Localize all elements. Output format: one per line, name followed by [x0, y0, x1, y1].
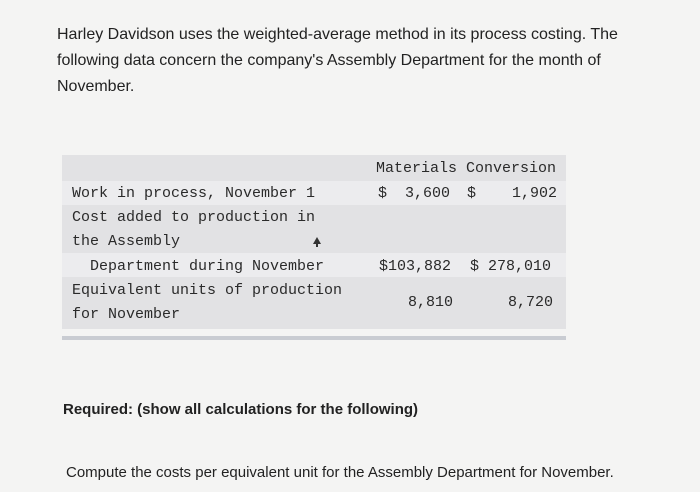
header-materials: Materials [376, 160, 458, 177]
problem-intro: Harley Davidson uses the weighted-average method in its process costing. The following data concern the company's Assembly Department for the month of November. [57, 26, 618, 95]
header-conversion: Conversion [466, 160, 557, 177]
task-instruction: Compute the costs per equivalent unit for the Assembly Department for November. [66, 464, 614, 481]
data-table [62, 155, 566, 335]
row-eu-materials: 8,810 [408, 294, 454, 311]
row-cost-label-line3: Department during November [72, 258, 325, 275]
row-cost-conversion: $ 278,010 [470, 258, 552, 275]
mouse-cursor-icon [313, 237, 321, 244]
row-wip-label: Work in process, November 1 [72, 185, 316, 202]
required-heading: Required: (show all calculations for the following) [63, 401, 419, 418]
row-cost-label-line1: Cost added to production in [72, 209, 316, 226]
row-cost-materials: $103,882 [379, 258, 452, 275]
row-eu-label-line2: for November [72, 306, 181, 323]
row-wip-conversion: $ 1,902 [467, 185, 558, 202]
row-eu-conversion: 8,720 [508, 294, 554, 311]
table-bottom-rule [62, 336, 566, 340]
row-eu-label-line1: Equivalent units of production [72, 282, 343, 299]
row-cost-label-line2: the Assembly [72, 233, 181, 250]
row-wip-materials: $ 3,600 [378, 185, 451, 202]
